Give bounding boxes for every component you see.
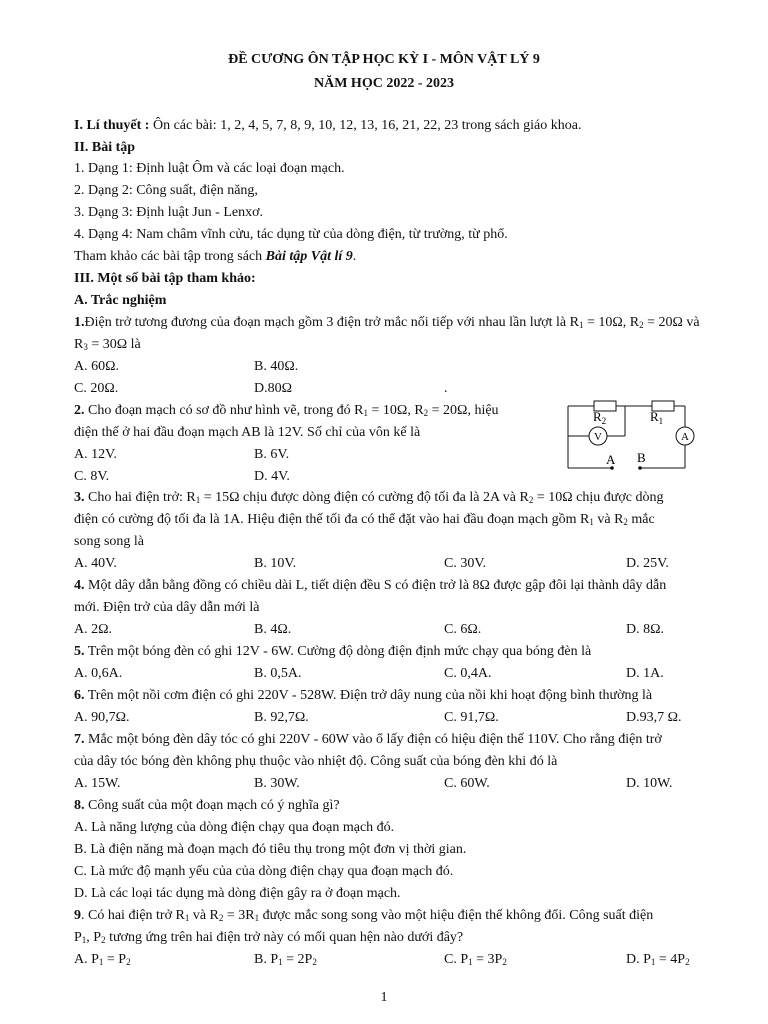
r2-label: $R_2$ (593, 409, 607, 426)
reference-line: Tham khảo các bài tập trong sách Bài tập Vật lí 9. (74, 249, 357, 264)
page-number: 1 (380, 990, 388, 1005)
q4-number: 4. (74, 578, 85, 593)
q9-number: 9 (74, 908, 81, 923)
node-b-dot (638, 466, 642, 470)
q4-text: 4. Một dây dẫn bằng đồng có chiều dài L, tiết diện đều S có điện trở là 8Ω được gập đôi lại thành dây dẫn (74, 578, 667, 593)
q3-number: 3. (74, 490, 85, 505)
q3-option-c: C. 30V. (444, 556, 487, 571)
q2-text: 2. Cho đoạn mạch có sơ đồ như hình vẽ, trong đó $R_1 = 10\Omega$, $R_2 = 20\Omega$, hiệu (74, 403, 499, 418)
q1-text-line2: $R_3 = 30\Omega$ là (74, 337, 141, 352)
q4-option-d: D. 8Ω. (626, 622, 665, 637)
q6-option-b: B. 92,7Ω. (254, 710, 309, 725)
school-year: NĂM HỌC 2022 - 2023 (314, 76, 454, 91)
q6-text: 6. Trên một nồi cơm điện có ghi 220V - 528W. Điện trở dây nung của nồi khi hoạt động bình thường là (74, 688, 653, 703)
q7-option-a: A. 15W. (74, 776, 121, 791)
q3-text-line2: điện có cường độ tối đa là 1A. Hiệu điện thế tối đa có thể đặt vào hai đầu đoạn mạch gồm $R_1$ và $R_2$ mắc (74, 512, 655, 527)
q8-option-c: C. Là mức độ mạnh yếu của của dòng điện chạy qua đoạn mạch đó. (74, 864, 454, 879)
q8-text: 8. Công suất của một đoạn mạch có ý nghĩa gì? (74, 798, 340, 813)
q1-option-d: D.80Ω (254, 381, 293, 396)
q2-number: 2. (74, 403, 85, 418)
q4-option-c: C. 6Ω. (444, 622, 482, 637)
q9-option-c: C. $P_1 = 3P_2$ (444, 952, 507, 967)
exercise-type-1: 1. Dạng 1: Định luật Ôm và các loại đoạn mạch. (74, 161, 345, 176)
voltmeter-label: V (594, 431, 602, 443)
q8-option-a: A. Là năng lượng của dòng điện chạy qua đoạn mạch đó. (74, 820, 395, 835)
ammeter-label: A (681, 431, 689, 443)
q5-option-b: B. 0,5A. (254, 666, 302, 681)
node-a-label: A (606, 452, 616, 467)
q7-text: 7. Mắc một bóng đèn dây tóc có ghi 220V - 60W vào ổ lấy điện có hiệu điện thế 110V. Cho rằng điện trở (74, 732, 662, 747)
q1-option-b: B. 40Ω. (254, 359, 299, 374)
q6-option-a: A. 90,7Ω. (74, 710, 130, 725)
q2-option-b: B. 6V. (254, 447, 290, 462)
q1-option-c: C. 20Ω. (74, 381, 119, 396)
q7-option-c: C. 60W. (444, 776, 490, 791)
q8-number: 8. (74, 798, 85, 813)
q9-text-line2: $P_1$, $P_2$ tương ứng trên hai điện trở này có mối quan hện nào dưới đây? (74, 930, 464, 945)
theory-text: Ôn các bài: 1, 2, 4, 5, 7, 8, 9, 10, 12, 13, 16, 21, 22, 23 trong sách giáo khoa. (152, 118, 582, 133)
node-b-label: B (637, 450, 646, 465)
theory-label: I. Lí thuyết : (74, 118, 150, 133)
q3-text: 3. Cho hai điện trở: $R_1 = 15\Omega$ chịu được dòng điện có cường độ tối đa là 2A và $R_2 = 10\Omega$ chịu được dòng (74, 490, 664, 505)
q8-option-b: B. Là điện năng mà đoạn mạch đó tiêu thụ trong một đơn vị thời gian. (74, 842, 467, 857)
q5-number: 5. (74, 644, 85, 659)
q6-number: 6. (74, 688, 85, 703)
q2-option-d: D. 4V. (254, 469, 290, 484)
q3-option-a: A. 40V. (74, 556, 117, 571)
section3-heading: III. Một số bài tập tham khảo: (74, 271, 256, 286)
q6-option-c: C. 91,7Ω. (444, 710, 499, 725)
multiple-choice-heading: A. Trắc nghiệm (74, 293, 167, 308)
q1-text: 1.Điện trở tương đương của đoạn mạch gồm 3 điện trở mắc nối tiếp với nhau lần lượt là $R_1 = 10\Omega$, $R_2 = 20\Omega$ và (74, 315, 700, 330)
exercise-type-3: 3. Dạng 3: Định luật Jun - Lenxơ. (74, 205, 263, 220)
q4-option-a: A. 2Ω. (74, 622, 113, 637)
q5-text: 5. Trên một bóng đèn có ghi 12V - 6W. Cường độ dòng điện định mức chạy qua bóng đèn là (74, 644, 592, 659)
q3-option-d: D. 25V. (626, 556, 669, 571)
theory-line (74, 117, 581, 135)
q3-option-b: B. 10V. (254, 556, 297, 571)
r1-label: $R_1$ (650, 409, 664, 426)
q2-option-c: C. 8V. (74, 469, 110, 484)
q2-option-a: A. 12V. (74, 447, 117, 462)
q2-text-line2: điện thế ở hai đầu đoạn mạch AB là 12V. Số chỉ của vôn kế là (74, 425, 421, 440)
q5-option-c: C. 0,4A. (444, 666, 492, 681)
q9-option-b: B. $P_1 = 2P_2$ (254, 952, 317, 967)
q9-text: 9. Có hai điện trở $R_1$ và $R_2 = 3R_1$ được mắc song song vào một hiệu điện thế không đổi. Công suất điện (74, 908, 654, 923)
q9-option-d: D. $P_1 = 4P_2$ (626, 952, 690, 967)
q1-option-a: A. 60Ω. (74, 359, 120, 374)
q7-text-line2: của dây tóc bóng đèn không phụ thuộc vào nhiệt độ. Công suất của bóng đèn khi đó là (74, 754, 558, 769)
q3-text-line3: song song là (74, 534, 144, 549)
q4-text-line2: mới. Điện trở của dây dẫn mới là (74, 600, 260, 615)
q1-number: 1. (74, 315, 85, 330)
q7-number: 7. (74, 732, 85, 747)
q4-option-b: B. 4Ω. (254, 622, 292, 637)
q7-option-d: D. 10W. (626, 776, 673, 791)
q6-option-d: D.93,7 Ω. (626, 710, 682, 725)
q7-option-b: B. 30W. (254, 776, 300, 791)
q9-option-a: A. $P_1 = P_2$ (74, 952, 131, 967)
q8-option-d: D. Là các loại tác dụng mà dòng điện gây ra ở đoạn mạch. (74, 886, 401, 901)
reference-book: Bài tập Vật lí 9 (265, 249, 353, 264)
circuit-diagram (560, 396, 710, 474)
exercise-type-2: 2. Dạng 2: Công suất, điện năng, (74, 183, 258, 198)
q1-stray-dot: . (444, 381, 448, 396)
exercise-type-4: 4. Dạng 4: Nam châm vĩnh cửu, tác dụng từ của dòng điện, từ trường, từ phổ. (74, 227, 508, 242)
q5-option-d: D. 1A. (626, 666, 664, 681)
document-title: ĐỀ CƯƠNG ÔN TẬP HỌC KỲ I - MÔN VẬT LÝ 9 (228, 52, 540, 67)
q5-option-a: A. 0,6A. (74, 666, 123, 681)
exercise-heading: II. Bài tập (74, 140, 136, 155)
